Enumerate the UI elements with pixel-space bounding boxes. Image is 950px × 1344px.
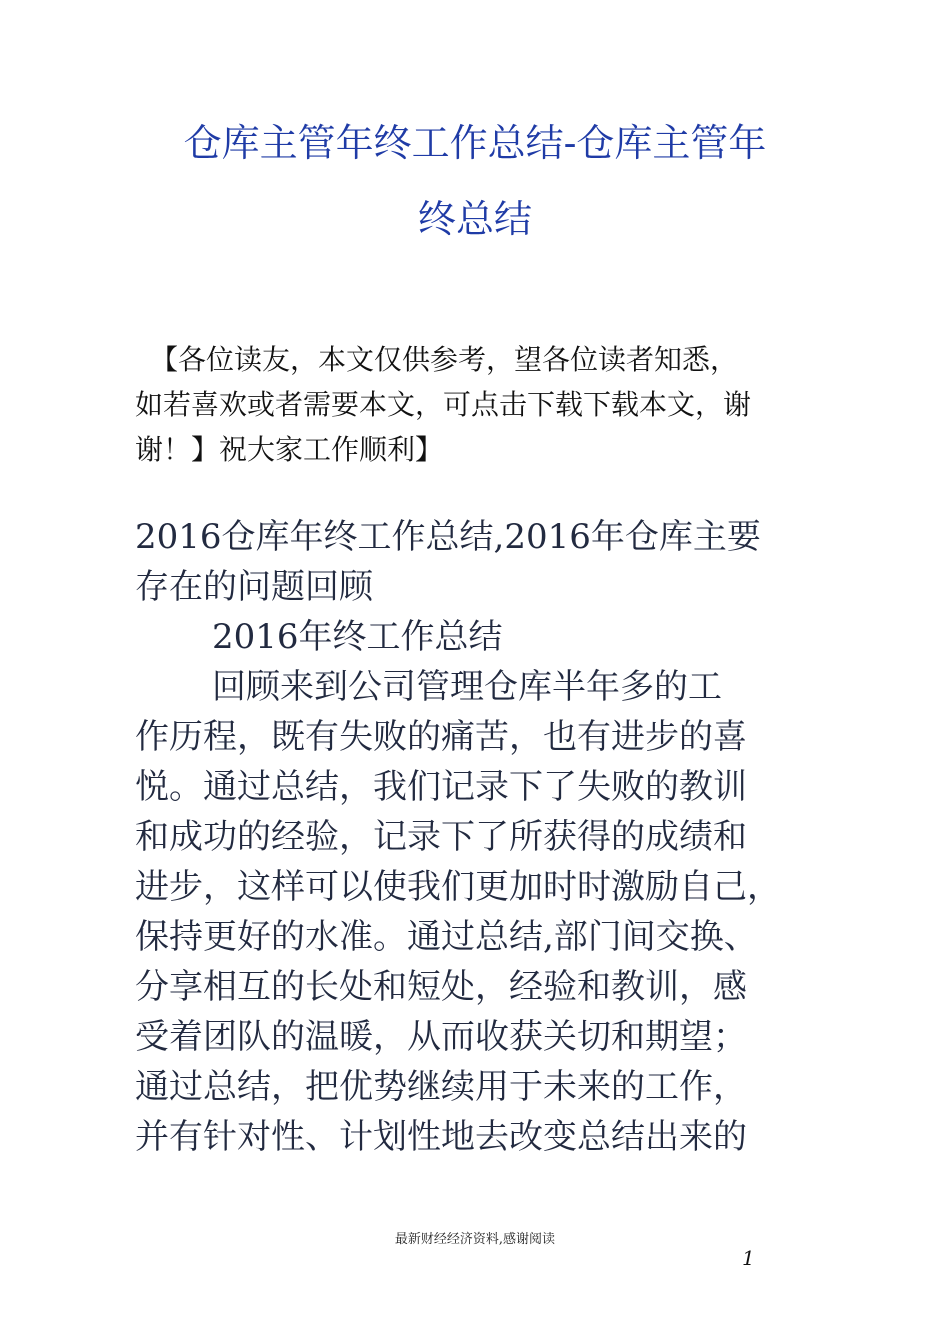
- body-line: 并有针对性、计划性地去改变总结出来的: [135, 1117, 747, 1157]
- reader-notice-line-1: 【各位读友，本文仅供参考，望各位读者知悉，: [150, 343, 739, 376]
- body-line: 悦。通过总结，我们记录下了失败的教训: [135, 767, 747, 807]
- section-heading: 2016年终工作总结: [212, 617, 503, 657]
- body-line: 2016仓库年终工作总结,2016年仓库主要: [135, 517, 761, 557]
- body-line: 进步，这样可以使我们更加时时激励自己，: [135, 867, 781, 907]
- page-number: 1: [742, 1246, 755, 1270]
- body-line: 和成功的经验，记录下了所获得的成绩和: [135, 817, 747, 857]
- body-line: 回顾来到公司管理仓库半年多的工: [212, 667, 722, 707]
- body-line: 分享相互的长处和短处，经验和教训，感: [135, 967, 747, 1007]
- document-title-line-2: 终总结: [417, 197, 532, 241]
- document-title-line-1: 仓库主管年终工作总结-仓库主管年: [183, 121, 767, 165]
- footer-note: 最新财经经济资料,感谢阅读: [394, 1232, 556, 1247]
- body-line: 保持更好的水准。通过总结,部门间交换、: [135, 917, 758, 957]
- reader-notice-line-2: 如若喜欢或者需要本文，可点击下载下载本文，谢: [135, 388, 752, 421]
- reader-notice-line-3: 谢！】祝大家工作顺利】: [135, 433, 444, 466]
- body-line: 作历程，既有失败的痛苦，也有进步的喜: [135, 717, 747, 757]
- body-line: 通过总结，把优势继续用于未来的工作，: [135, 1067, 747, 1107]
- body-line: 受着团队的温暖，从而收获关切和期望；: [135, 1017, 747, 1057]
- body-line: 存在的问题回顾: [135, 567, 373, 607]
